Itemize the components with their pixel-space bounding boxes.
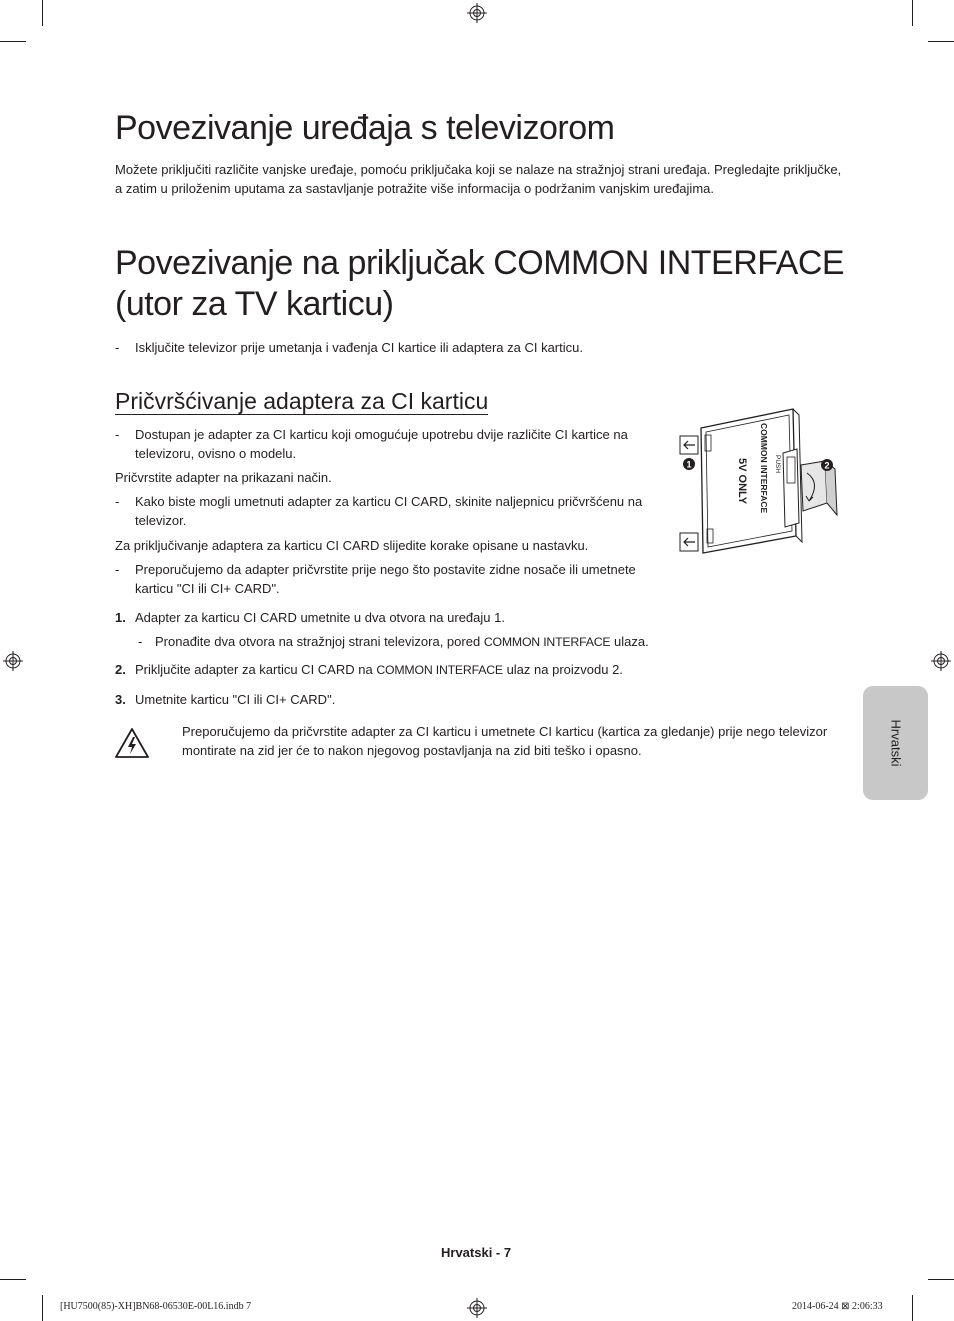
- marker-2: 2: [824, 460, 830, 471]
- crop-mark: [912, 1295, 913, 1321]
- bullet-dash: -: [115, 340, 120, 355]
- step-number: 1.: [115, 610, 126, 625]
- registration-mark-icon: [3, 651, 23, 671]
- crop-mark: [0, 41, 26, 42]
- section-title-line2: (utor za TV karticu): [115, 285, 394, 323]
- step-number: 3.: [115, 692, 126, 707]
- page-number: Hrvatski - 7: [441, 1245, 512, 1260]
- bullet-text: Kako biste mogli umetnuti adapter za karticu CI CARD, skinite naljepnicu pričvršćenu na televizor.: [135, 494, 643, 528]
- marker-1: 1: [686, 459, 692, 470]
- step-text: Umetnite karticu "CI ili CI+ CARD".: [135, 692, 336, 707]
- page-title: Povezivanje uređaja s televizorom: [115, 109, 615, 147]
- step-text-post: ulaz na proizvodu 2.: [506, 662, 623, 677]
- crop-mark: [0, 1279, 26, 1280]
- step-text: Adapter za karticu CI CARD umetnite u dva otvora na uređaju 1.: [135, 610, 505, 625]
- ui-label: COMMON INTERFACE: [376, 663, 503, 677]
- caution-icon: [114, 727, 150, 759]
- step-text-pre: Priključite adapter za karticu CI CARD na: [135, 662, 373, 677]
- language-side-tab: [863, 686, 928, 800]
- substep-text-pre: Pronađite dva otvora na stražnjoj strani televizora, pored: [155, 634, 481, 649]
- step-number: 2.: [115, 662, 126, 677]
- bullet-dash: -: [115, 494, 120, 509]
- crop-mark: [928, 41, 954, 42]
- ci-note: [115, 338, 835, 357]
- paragraph: Pričvrstite adapter na prikazani način.: [115, 470, 332, 485]
- crop-mark: [912, 0, 913, 26]
- ci-note-text: Isključite televizor prije umetanja i vađenja CI kartice ili adaptera za CI karticu.: [135, 340, 583, 355]
- crop-mark: [928, 1279, 954, 1280]
- bullet-item: [115, 425, 665, 463]
- label-common-interface: COMMON INTERFACE: [759, 423, 769, 514]
- substep-text-post: ulaza.: [614, 634, 649, 649]
- warning-text: Preporučujemo da pričvrstite adapter za CI karticu i umetnete CI karticu (kartica za gledanje) prije nego televizor montirate na zid jer će to nakon njegovog postavljanja na zid biti teško i opasno.: [182, 724, 828, 758]
- paragraph: Za priključivanje adaptera za karticu CI CARD slijedite korake opisane u nastavku.: [115, 538, 589, 553]
- bullet-text: Preporučujemo da adapter pričvrstite prije nego što postavite zidne nosače ili umetnete karticu "CI ili CI+ CARD".: [135, 562, 636, 596]
- step-item: [115, 660, 835, 680]
- ci-adapter-diagram: [675, 403, 845, 558]
- label-5v-only: 5V ONLY: [736, 458, 748, 505]
- intro-paragraph: Možete priključiti različite vanjske uređaje, pomoću priključaka koji se nalaze na stražnjoj strani uređaja. Pregledajte priključke, a zatim u priloženim uputama za sastavljanje potražite više informacija o podržanim vanjskim uređajima.: [115, 162, 842, 196]
- section-title: [115, 243, 875, 325]
- section-title-line1: Povezivanje na priključak COMMON INTERFACE: [115, 244, 845, 282]
- registration-mark-icon: [467, 3, 487, 23]
- bullet-dash: -: [115, 562, 120, 577]
- label-push: PUSH: [774, 455, 781, 474]
- file-meta-left: [HU7500(85)-XH]BN68-06530E-00L16.indb 7: [60, 1301, 252, 1312]
- bullet-item: [115, 560, 665, 598]
- crop-mark: [42, 1295, 43, 1321]
- step-item: [115, 690, 835, 709]
- registration-mark-icon: [467, 1298, 487, 1318]
- registration-mark-icon: [931, 651, 951, 671]
- file-meta-right: 2014-06-24 ⊠ 2:06:33: [792, 1301, 883, 1312]
- bullet-item: [115, 492, 665, 530]
- side-tab-label: Hrvatski: [888, 719, 903, 767]
- substep-item: [135, 632, 855, 652]
- bullet-dash: -: [115, 427, 120, 442]
- subsection-title: Pričvršćivanje adaptera za CI karticu: [115, 388, 489, 414]
- bullet-text: Dostupan je adapter za CI karticu koji omogućuje upotrebu dvije različite CI kartice na televizoru, ovisno o modelu.: [135, 427, 628, 461]
- crop-mark: [42, 0, 43, 26]
- bullet-dash: -: [138, 634, 143, 649]
- step-item: [115, 608, 835, 627]
- ui-label: COMMON INTERFACE: [483, 635, 611, 649]
